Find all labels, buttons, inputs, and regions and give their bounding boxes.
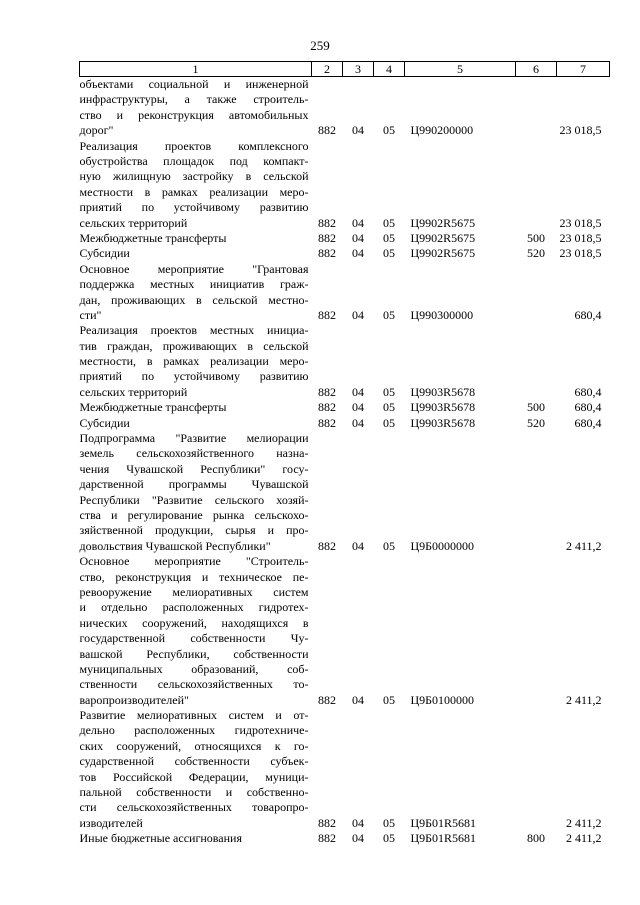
table-row [80, 262, 610, 324]
description-line: дорог" [79, 123, 114, 138]
row-description [80, 831, 312, 846]
target-article-code: Ц9902R5675 [410, 215, 476, 230]
description-line: ство и реконструкция автомобильных [79, 107, 309, 122]
column-header-6: 6 [516, 62, 557, 77]
table-row [80, 416, 610, 431]
row-description [80, 231, 312, 246]
amount: 23 018,5 [559, 246, 602, 261]
subsection-code: 05 [383, 123, 395, 138]
ministry-code: 882 [318, 307, 336, 322]
table-row [80, 246, 610, 261]
description-line: Республики "Развитие сельского хозяй- [79, 492, 309, 507]
row-description [80, 431, 312, 554]
section-code: 04 [352, 415, 364, 430]
ministry-code: 882 [318, 384, 336, 399]
table-row [80, 400, 610, 415]
section-code: 04 [352, 538, 364, 553]
amount: 2 411,2 [565, 692, 602, 707]
description-line: обустройства площадок под компакт- [79, 153, 309, 168]
target-article-code: Ц9Б0000000 [410, 538, 475, 553]
description-line: варопроизводителей" [79, 692, 189, 707]
table-row [80, 708, 610, 831]
description-line: дан, проживающих в сельской местно- [79, 292, 309, 307]
description-line: Межбюджетные трансферты [79, 230, 227, 245]
table-row [80, 554, 610, 708]
target-article-code: Ц9Б01R5681 [410, 831, 477, 846]
description-line: нических сооружений, находящихся в [79, 615, 309, 630]
ministry-code: 882 [318, 815, 336, 830]
description-line: Основное мероприятие "Грантовая [79, 261, 309, 276]
target-article-code: Ц990200000 [410, 123, 474, 138]
column-header-1: 1 [80, 62, 312, 77]
target-article-code: Ц9903R5678 [410, 384, 476, 399]
ministry-code: 882 [318, 415, 336, 430]
section-code: 04 [352, 815, 364, 830]
section-code: 04 [352, 307, 364, 322]
expense-type-code: 520 [527, 246, 545, 261]
row-description [80, 262, 312, 324]
description-line: приятий по устойчивому развитию [79, 200, 309, 215]
row-description [80, 246, 312, 261]
row-description [80, 708, 312, 831]
row-description [80, 554, 312, 708]
column-header-4: 4 [374, 62, 405, 77]
target-article-code: Ц9902R5675 [410, 230, 476, 245]
description-line: сельских территорий [79, 215, 188, 230]
subsection-code: 05 [383, 400, 395, 415]
description-line: ство, реконструкция и техническое пе- [79, 569, 309, 584]
amount: 2 411,2 [565, 815, 602, 830]
amount: 680,4 [574, 400, 602, 415]
ministry-code: 882 [318, 831, 336, 846]
amount: 2 411,2 [565, 831, 602, 846]
ministry-code: 882 [318, 215, 336, 230]
ministry-code: 882 [318, 246, 336, 261]
table-row [80, 77, 610, 139]
description-line: объектами социальной и инженерной [79, 77, 309, 91]
description-line: сударственной собственности субъек- [79, 754, 309, 769]
expense-type-code [516, 139, 557, 231]
target-article-code: Ц9Б01R5681 [410, 815, 477, 830]
expense-type-code: 500 [527, 230, 545, 245]
row-description [80, 323, 312, 400]
target-article-code: Ц990300000 [410, 307, 474, 322]
description-line: приятий по устойчивому развитию [79, 369, 309, 384]
row-description [80, 416, 312, 431]
description-line: зяйственной продукции, сырья и про- [79, 523, 309, 538]
page-number: 259 [310, 38, 330, 53]
column-header-7: 7 [557, 62, 610, 77]
description-line: инфраструктуры, а также строитель- [79, 92, 309, 107]
description-line: сти сельскохозяйственных товаропро- [79, 800, 309, 815]
description-line: муниципальных образований, соб- [79, 661, 309, 676]
expense-type-code [516, 431, 557, 554]
description-line: земель сельскохозяйственного назна- [79, 446, 309, 461]
amount: 23 018,5 [559, 123, 602, 138]
ministry-code: 882 [318, 538, 336, 553]
table-row [80, 139, 610, 231]
table-row [80, 431, 610, 554]
subsection-code: 05 [383, 831, 395, 846]
section-code: 04 [352, 246, 364, 261]
description-line: Развитие мелиоративных систем и от- [79, 708, 309, 723]
expense-type-code [516, 77, 557, 139]
ministry-code: 882 [318, 400, 336, 415]
expense-type-code [516, 554, 557, 708]
table-row [80, 323, 610, 400]
expense-type-code: 520 [527, 415, 545, 430]
subsection-code: 05 [383, 246, 395, 261]
description-line: тив граждан, проживающих в сельской [79, 338, 309, 353]
table-row [80, 231, 610, 246]
description-line: ревооружение мелиоративных систем [79, 584, 309, 599]
description-line: чения Чувашской Республики" госу- [79, 461, 309, 476]
ministry-code: 882 [318, 230, 336, 245]
amount: 680,4 [574, 307, 602, 322]
description-line: и отдельно расположенных гидротех- [79, 600, 309, 615]
expense-type-code: 500 [527, 400, 545, 415]
description-line: Основное мероприятие "Строитель- [79, 554, 309, 569]
description-line: Реализация проектов комплексного [79, 138, 309, 153]
table-body [80, 77, 610, 847]
section-code: 04 [352, 692, 364, 707]
description-line: Субсидии [79, 415, 130, 430]
description-line: поддержка местных инициатив граж- [79, 277, 309, 292]
row-description [80, 139, 312, 231]
subsection-code: 05 [383, 307, 395, 322]
section-code: 04 [352, 215, 364, 230]
section-code: 04 [352, 384, 364, 399]
subsection-code: 05 [383, 815, 395, 830]
ministry-code: 882 [318, 692, 336, 707]
table-header-row [80, 62, 610, 77]
expense-type-code [516, 323, 557, 400]
subsection-code: 05 [383, 230, 395, 245]
table-row [80, 831, 610, 846]
description-line: изводителей [79, 815, 143, 830]
description-line: дарственной программы Чувашской [79, 477, 309, 492]
section-code: 04 [352, 123, 364, 138]
amount: 23 018,5 [559, 215, 602, 230]
ministry-code: 882 [318, 123, 336, 138]
description-line: ственности сельскохозяйственных то- [79, 677, 309, 692]
description-line: местности в рамках реализации меро- [79, 184, 309, 199]
description-line: ских сооружений, относящихся к го- [79, 738, 309, 753]
subsection-code: 05 [383, 692, 395, 707]
subsection-code: 05 [383, 215, 395, 230]
target-article-code: Ц9Б0100000 [410, 692, 475, 707]
description-line: Реализация проектов местных инициа- [79, 323, 309, 338]
subsection-code: 05 [383, 384, 395, 399]
description-line: Подпрограмма "Развитие мелиорации [79, 431, 309, 446]
column-header-3: 3 [343, 62, 374, 77]
row-description [80, 400, 312, 415]
row-description [80, 77, 312, 139]
description-line: довольствия Чувашской Республики" [79, 538, 271, 553]
description-line: пальной собственности и собственно- [79, 785, 309, 800]
subsection-code: 05 [383, 415, 395, 430]
section-code: 04 [352, 230, 364, 245]
description-line: тов Российской Федерации, муници- [79, 769, 309, 784]
description-line: дельно расположенных гидротехниче- [79, 723, 309, 738]
amount: 2 411,2 [565, 538, 602, 553]
description-line: государственной собственности Чу- [79, 631, 309, 646]
description-line: Иные бюджетные ассигнования [79, 831, 242, 846]
description-line: ную жилищную застройку в сельской [79, 169, 309, 184]
target-article-code: Ц9902R5675 [410, 246, 476, 261]
expense-type-code: 800 [527, 831, 545, 846]
target-article-code: Ц9903R5678 [410, 415, 476, 430]
description-line: вашской Республики, собственности [79, 646, 309, 661]
amount: 23 018,5 [559, 230, 602, 245]
amount: 680,4 [574, 384, 602, 399]
expense-type-code [516, 262, 557, 324]
column-header-2: 2 [312, 62, 343, 77]
description-line: сельских территорий [79, 384, 188, 399]
subsection-code: 05 [383, 538, 395, 553]
description-line: ства и регулирование рынка сельскохо- [79, 508, 309, 522]
section-code: 04 [352, 831, 364, 846]
target-article-code: Ц9903R5678 [410, 400, 476, 415]
section-code: 04 [352, 400, 364, 415]
description-line: Межбюджетные трансферты [79, 400, 227, 415]
expense-type-code [516, 708, 557, 831]
amount: 680,4 [574, 415, 602, 430]
description-line: сти" [79, 307, 102, 322]
column-header-5: 5 [405, 62, 516, 77]
budget-table [79, 61, 610, 847]
description-line: Субсидии [79, 246, 130, 261]
description-line: местности, в рамках реализации меро- [79, 354, 309, 369]
